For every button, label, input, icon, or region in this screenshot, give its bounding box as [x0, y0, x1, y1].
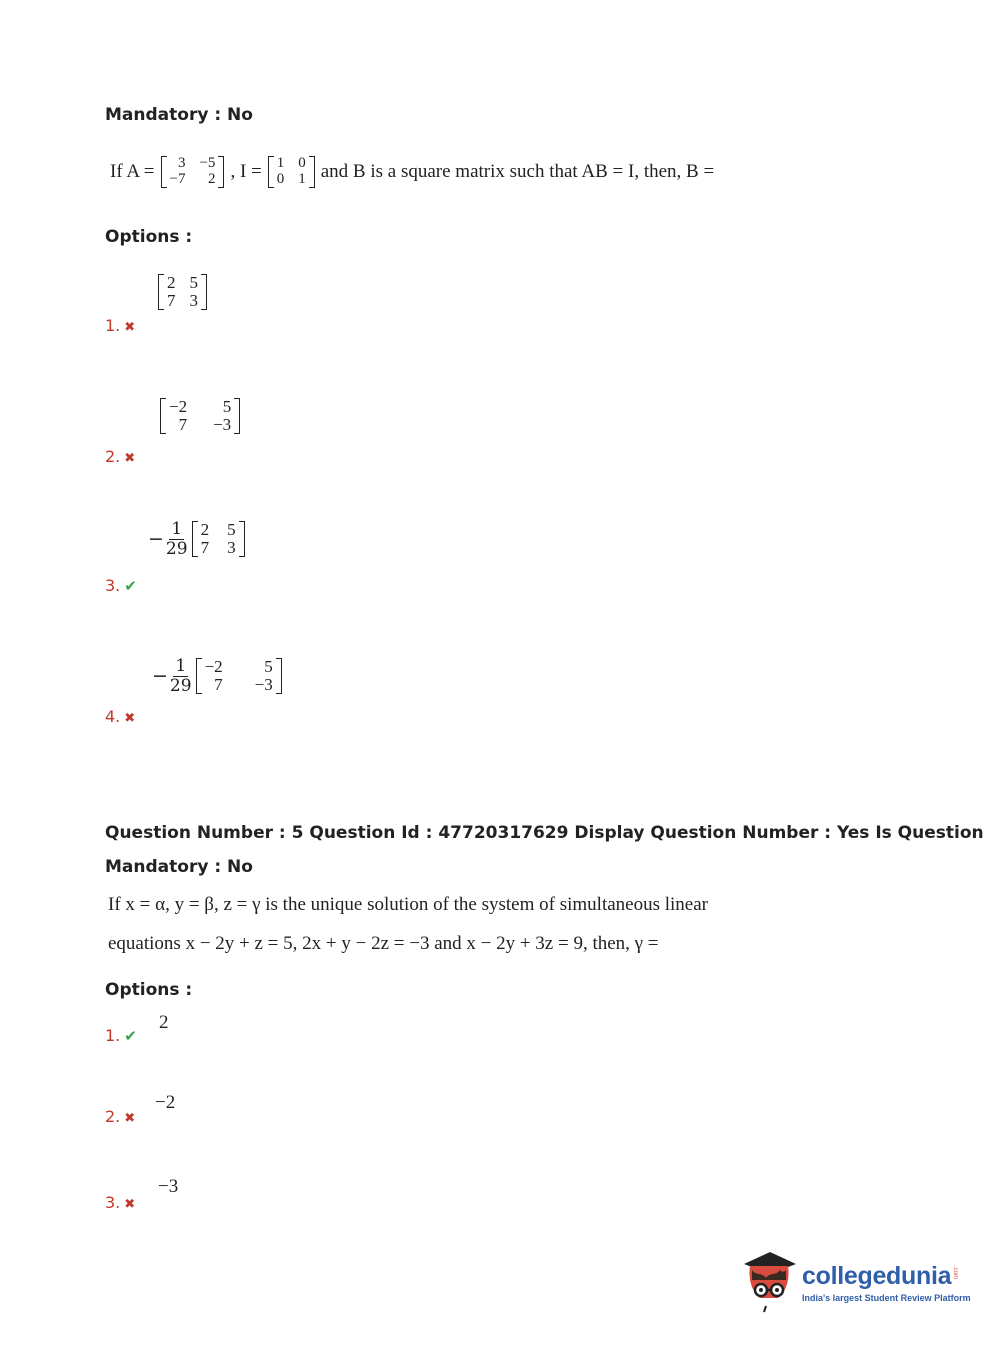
q5-header: Question Number : 5 Question Id : 47720317629 Display Question Number : Yes Is Question	[105, 823, 984, 843]
q5-option-2-value: −2	[155, 1092, 176, 1113]
matrix-cell: 3	[177, 155, 186, 171]
matrix-cell: 5	[222, 397, 232, 416]
wrong-icon: ✖	[124, 711, 136, 726]
matrix-cell: 7	[178, 414, 188, 434]
option-number: 1.	[105, 1026, 121, 1045]
wrong-icon: ✖	[124, 320, 136, 335]
logo-tagline: India's largest Student Review Platform	[802, 1293, 971, 1303]
option-number: 3.	[105, 1193, 121, 1212]
matrix-cell: 0	[298, 155, 306, 171]
q4-options-label: Options :	[105, 227, 193, 247]
matrix-cell: 2	[167, 273, 176, 292]
check-icon: ✔	[124, 577, 137, 595]
matrix-cell: 2	[207, 170, 216, 187]
q4-option-4-answer	[152, 657, 282, 695]
matrix-cell: 3	[227, 538, 236, 558]
q4-mandatory: Mandatory : No	[105, 105, 253, 125]
logo-suffix: .com	[952, 1266, 959, 1280]
fraction	[170, 657, 192, 695]
q4-option-2-answer	[160, 398, 240, 434]
matrix-cell: 5	[189, 273, 198, 292]
q5-question-line-2: equations x − 2y + z = 5, 2x + y − 2z = −3 and x − 2y + 3z = 9, then, γ =	[108, 933, 659, 954]
matrix-cell: 7	[167, 290, 176, 310]
option-number: 2.	[105, 1107, 121, 1126]
q4-option-3-number	[105, 576, 137, 595]
matrix-cell: 7	[214, 675, 223, 695]
matrix-cell: −2	[169, 397, 188, 416]
matrix-cell: 1	[276, 155, 285, 171]
q4-option-1-answer	[158, 274, 207, 310]
q5-option-3-value: −3	[158, 1176, 179, 1197]
matrix-cell: −3	[254, 675, 273, 695]
mascot-icon	[740, 1250, 798, 1316]
option-number: 3.	[105, 576, 121, 595]
q5-option-3-number	[105, 1193, 135, 1212]
q5-option-1-number	[105, 1026, 137, 1045]
matrix-cell: 0	[276, 170, 285, 187]
fraction-numerator: 1	[171, 519, 183, 539]
wrong-icon: ✖	[124, 1197, 136, 1212]
fraction-denominator: 29	[169, 675, 192, 696]
option-number: 1.	[105, 316, 121, 335]
q4-option-3-answer	[148, 520, 245, 558]
option-number: 2.	[105, 447, 121, 466]
matrix-cell: 1	[298, 170, 306, 187]
check-icon: ✔	[124, 1027, 137, 1045]
q5-option-1-value: 2	[159, 1012, 169, 1033]
fraction-denominator: 29	[165, 538, 188, 559]
matrix-cell: 7	[200, 538, 210, 558]
q4-question-text	[110, 156, 714, 188]
q4-option-2-number	[105, 447, 135, 466]
q5-question-line-1: If x = α, y = β, z = γ is the unique solution of the system of simultaneous linear	[108, 894, 708, 915]
wrong-icon: ✖	[124, 1111, 136, 1126]
logo	[802, 1262, 971, 1303]
matrix-cell: 5	[227, 520, 236, 540]
matrix-cell: 2	[200, 520, 210, 540]
q4-i-label: , I =	[230, 160, 262, 182]
matrix-cell: −5	[199, 155, 216, 171]
matrix-cell: −3	[213, 414, 232, 434]
minus-sign: −	[152, 665, 168, 688]
minus-sign: −	[148, 528, 164, 551]
option-number: 4.	[105, 707, 121, 726]
q5-options-label: Options :	[105, 980, 193, 1000]
matrix-cell: 5	[264, 657, 273, 677]
logo-wordmark: collegedunia	[802, 1262, 952, 1290]
q4-option-1-number	[105, 316, 135, 335]
q5-mandatory: Mandatory : No	[105, 857, 253, 877]
q4-prefix: If A =	[110, 160, 155, 182]
q4-option-4-number	[105, 707, 135, 726]
matrix-i	[268, 156, 315, 188]
matrix-cell: −2	[204, 657, 223, 677]
wrong-icon: ✖	[124, 451, 136, 466]
matrix-a	[161, 156, 225, 188]
q4-suffix: and B is a square matrix such that AB = I, then, B =	[320, 160, 715, 182]
fraction-numerator: 1	[175, 656, 187, 676]
matrix-cell: −7	[169, 170, 186, 187]
fraction	[166, 520, 188, 558]
q5-option-2-number	[105, 1107, 135, 1126]
matrix-cell: 3	[189, 290, 198, 310]
